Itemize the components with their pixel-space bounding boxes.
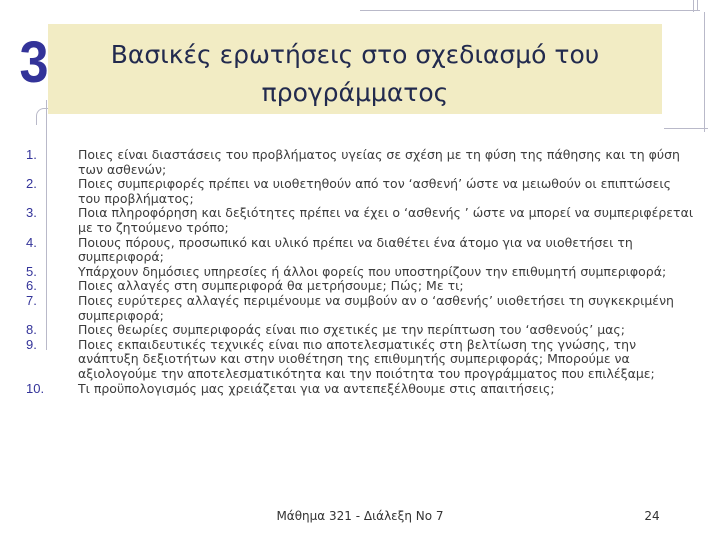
decorative-top-line: [360, 10, 700, 11]
list-item: [26, 236, 696, 265]
item-text: Ποιες αλλαγές στη συμπεριφορά θα μετρήσουμε; Πώς; Με τι;: [78, 278, 464, 294]
list-item: [26, 323, 696, 338]
item-number: 1.: [26, 147, 37, 162]
list-item: [26, 265, 696, 280]
item-number: 10.: [26, 380, 45, 396]
section-number: 3: [19, 30, 47, 95]
list-item: [26, 382, 696, 397]
decorative-right-tick: [664, 128, 708, 129]
list-item: [26, 279, 696, 294]
item-number: 6.: [26, 278, 37, 294]
item-number: 5.: [26, 263, 37, 279]
item-number: 7.: [26, 292, 37, 308]
list-item: [26, 148, 696, 177]
item-text: Τι προϋπολογισμός μας χρειάζεται για να αντεπεξέλθουμε στις απαιτήσεις;: [78, 380, 555, 396]
decorative-right-line: [704, 12, 705, 132]
slide-title-line-2: προγράμματος: [261, 78, 449, 107]
item-number: 4.: [26, 234, 37, 250]
item-text: Ποιες εκπαιδευτικές τεχνικές είναι πιο αποτελεσματικές στη βελτίωση της γνώσης, την ανάπτυξη δεξιοτήτων και στην υιοθέτηση της επιθυμητής συμπεριφοράς; Μπορούμε να αξιολογούμε την αποτελεσματικότητα και την ποιότητα του προγράμματος που επιλέξαμε;: [78, 336, 655, 381]
item-text: Υπάρχουν δημόσιες υπηρεσίες ή άλλοι φορείς που υποστηρίζουν την επιθυμητή συμπεριφορά;: [78, 263, 667, 279]
decorative-corner-line: [697, 0, 698, 10]
item-number: 3.: [26, 205, 37, 221]
slide-title: [48, 36, 662, 112]
item-number: 8.: [26, 322, 37, 338]
item-text: Ποια πληροφόρηση και δεξιότητες πρέπει να έχει ο ‘ασθενής ’ ώστε να μπορεί να συμπεριφέρεται με το ζητούμενο τρόπο;: [78, 205, 694, 235]
item-number: 9.: [26, 336, 37, 352]
item-text: Ποιες συμπεριφορές πρέπει να υιοθετηθούν από τον ‘ασθενή’ ώστε να μειωθούν οι επιπτώσεις του προβλήματος;: [78, 176, 671, 206]
item-text: Ποιες ευρύτερες αλλαγές περιμένουμε να συμβούν αν ο ‘ασθενής’ υιοθετήσει τη συγκεκριμένη συμπεριφορά;: [78, 292, 674, 323]
item-text: Ποιες θεωρίες συμπεριφοράς είναι πιο σχετικές με την περίπτωση του ‘ασθενούς’ μας;: [78, 322, 625, 338]
page-number: 24: [644, 509, 660, 523]
item-text: Ποιες είναι διαστάσεις του προβλήματος υγείας σε σχέση με τη φύση της πάθησης και τη φύση των ασθενών;: [78, 147, 680, 177]
item-number: 2.: [26, 176, 37, 192]
slide-title-line-1: Βασικές ερωτήσεις στο σχεδιασμό του: [110, 40, 600, 69]
question-list: [26, 148, 696, 396]
list-item: [26, 206, 696, 235]
footer-course-label: Μάθημα 321 - Διάλεξη Νο 7: [276, 509, 444, 523]
list-item: [26, 338, 696, 382]
list-item: [26, 177, 696, 206]
list-item: [26, 294, 696, 323]
item-text: Ποιους πόρους, προσωπικό και υλικό πρέπει να διαθέτει ένα άτομο για να υιοθετήσει τη συμπεριφορά;: [78, 234, 633, 265]
